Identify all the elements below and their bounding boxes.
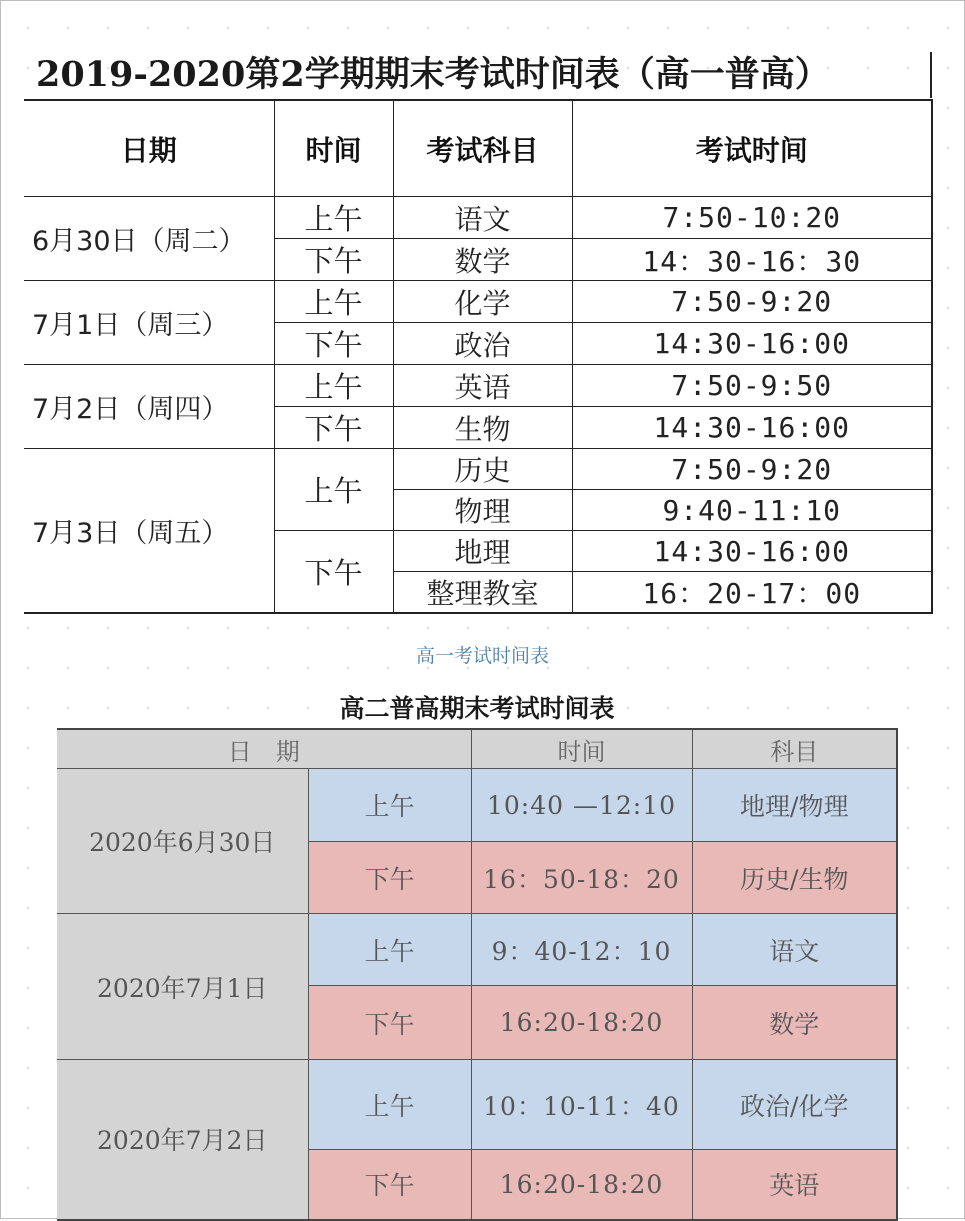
session-label: 上午 — [308, 914, 471, 986]
table-row — [57, 914, 897, 986]
exam-time: 16：20-17：00 — [572, 572, 932, 614]
table-row — [24, 365, 932, 407]
exam-time: 9:40-11:10 — [572, 490, 932, 531]
table2-header-time: 时间 — [471, 729, 692, 769]
table2-header-row — [57, 729, 897, 769]
exam-date: 2020年7月2日 — [57, 1060, 308, 1220]
exam-time: 14:30-16:00 — [572, 323, 932, 365]
exam-time: 7:50-9:20 — [572, 281, 932, 323]
table-row — [57, 1060, 897, 1150]
table1-header-time: 时间 — [274, 100, 393, 197]
exam-time: 7:50-9:50 — [572, 365, 932, 407]
table-row — [57, 769, 897, 842]
exam-subject: 数学 — [393, 239, 572, 281]
session-label: 下午 — [274, 323, 393, 365]
exam-subject: 政治/化学 — [692, 1060, 897, 1150]
session-label: 下午 — [308, 1150, 471, 1220]
exam-subject: 物理 — [393, 490, 572, 531]
exam-subject: 英语 — [692, 1150, 897, 1220]
exam-time: 14:30-16:00 — [572, 531, 932, 572]
session-label: 下午 — [308, 842, 471, 914]
table2-header-subject: 科目 — [692, 729, 897, 769]
session-label: 上午 — [274, 365, 393, 407]
exam-time: 7:50-9:20 — [572, 449, 932, 490]
exam-subject: 语文 — [692, 914, 897, 986]
exam-time: 9：40-12：10 — [471, 914, 692, 986]
exam-time: 16:20-18:20 — [471, 986, 692, 1060]
table1-header-exam-time: 考试时间 — [572, 100, 932, 197]
exam-time: 10:40 —12:10 — [471, 769, 692, 842]
session-label: 上午 — [274, 449, 393, 531]
session-label: 上午 — [274, 281, 393, 323]
exam-date: 7月1日（周三） — [24, 281, 274, 365]
exam-time: 14:30-16:00 — [572, 407, 932, 449]
exam-subject: 语文 — [393, 197, 572, 239]
exam-time: 16：50-18：20 — [471, 842, 692, 914]
session-label: 上午 — [308, 1060, 471, 1150]
exam-date: 6月30日（周二） — [24, 197, 274, 281]
exam-subject: 历史/生物 — [692, 842, 897, 914]
table1-header-row — [24, 100, 932, 197]
exam-date: 7月2日（周四） — [24, 365, 274, 449]
session-label: 下午 — [274, 239, 393, 281]
session-label: 下午 — [274, 407, 393, 449]
exam-subject: 地理/物理 — [692, 769, 897, 842]
session-label: 上午 — [308, 769, 471, 842]
exam-time: 16:20-18:20 — [471, 1150, 692, 1220]
exam-subject: 英语 — [393, 365, 572, 407]
table1-header-subject: 考试科目 — [393, 100, 572, 197]
session-label: 下午 — [274, 531, 393, 614]
table1-title: 2019-2020第2学期期末考试时间表（高一普高） — [24, 52, 932, 98]
exam-subject: 历史 — [393, 449, 572, 490]
table-row — [24, 281, 932, 323]
exam-subject: 数学 — [692, 986, 897, 1060]
exam-time: 10：10-11：40 — [471, 1060, 692, 1150]
exam-subject: 生物 — [393, 407, 572, 449]
session-label: 下午 — [308, 986, 471, 1060]
table2-grade11-schedule — [57, 728, 898, 1221]
table-row — [24, 449, 932, 490]
exam-time: 7:50-10:20 — [572, 197, 932, 239]
image-caption: 高一考试时间表 — [415, 645, 549, 667]
exam-subject: 地理 — [393, 531, 572, 572]
exam-date: 7月3日（周五） — [24, 449, 274, 614]
table1-grade10-schedule — [24, 99, 933, 614]
exam-time: 14：30-16：30 — [572, 239, 932, 281]
exam-subject: 整理教室 — [393, 572, 572, 614]
table2-title: 高二普高期末考试时间表 — [339, 694, 615, 723]
exam-date: 2020年7月1日 — [57, 914, 308, 1060]
session-label: 上午 — [274, 197, 393, 239]
table2-header-date: 日 期 — [57, 729, 471, 769]
exam-date: 2020年6月30日 — [57, 769, 308, 914]
table-row — [24, 197, 932, 239]
table1-header-date: 日期 — [24, 100, 274, 197]
exam-subject: 政治 — [393, 323, 572, 365]
exam-subject: 化学 — [393, 281, 572, 323]
